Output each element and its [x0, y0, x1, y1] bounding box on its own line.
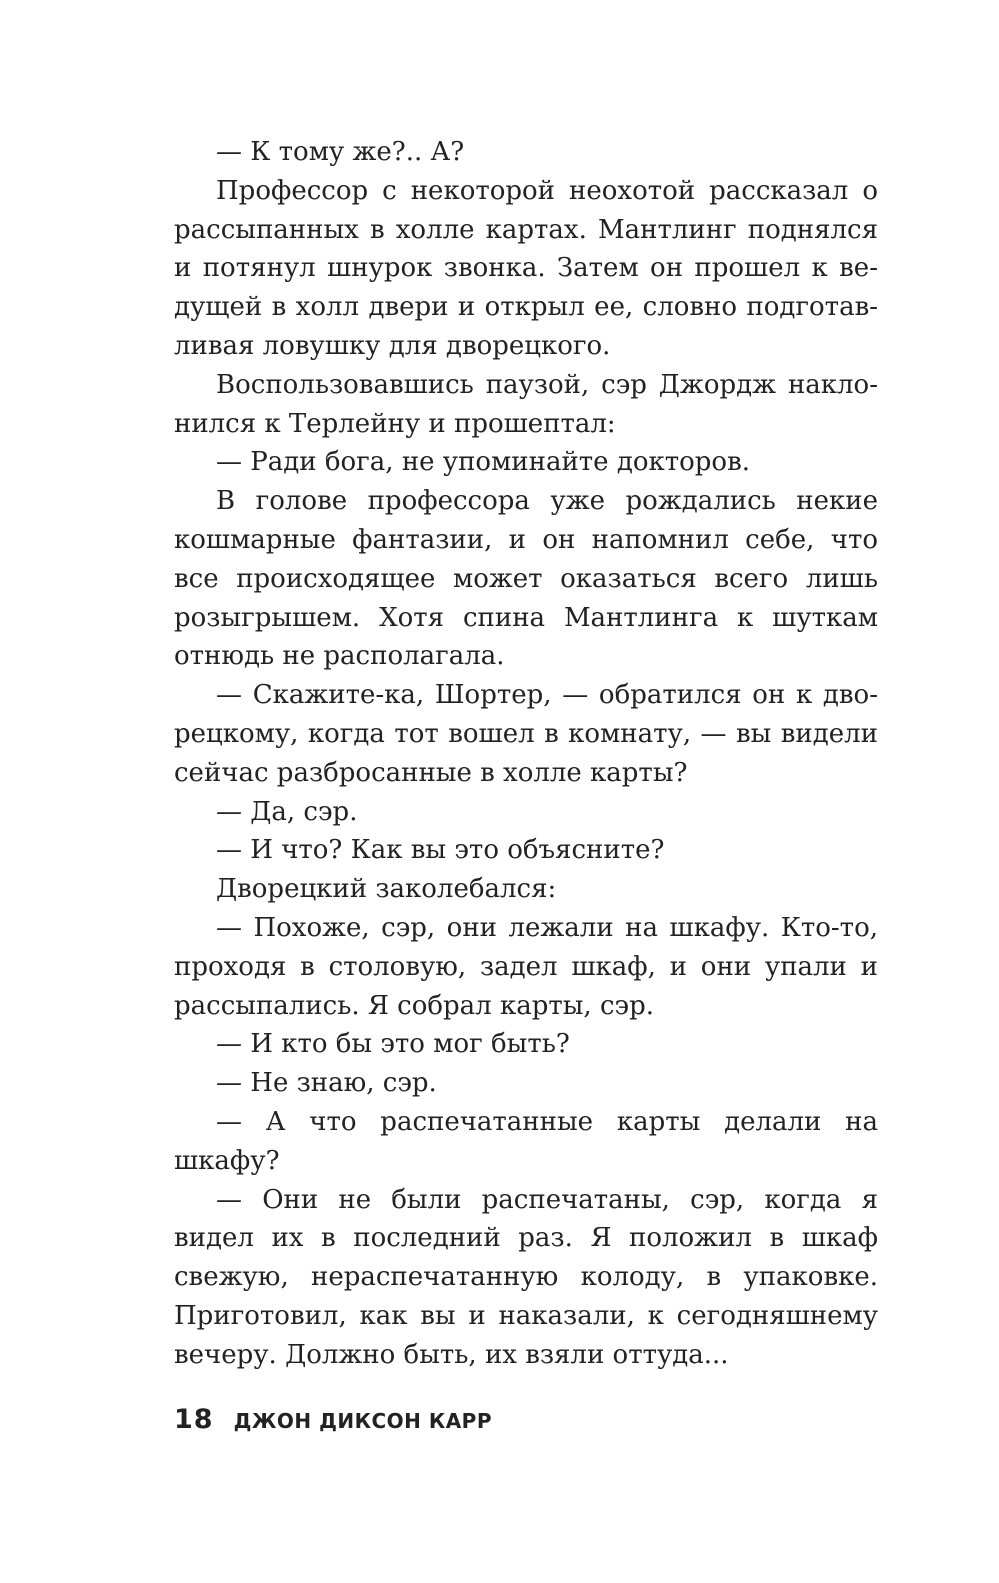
paragraph: — Скажите-ка, Шортер, — обратился он к дворецкому, когда тот вошел в комнату, — вы видели сейчас разбросанные в холле карты?	[174, 680, 878, 788]
paragraph: — Ради бога, не упоминайте докторов.	[216, 447, 750, 478]
paragraph: В голове профессора уже рождались некие кошмарные фантазии, и он напомнил себе, что все происходящее может оказаться всего лишь розыгрышем. Хотя спина Мантлинга к шуткам отнюдь не располагала.	[174, 486, 878, 672]
paragraph: Дворецкий заколебался:	[216, 874, 557, 905]
paragraph: — Не знаю, сэр.	[216, 1068, 437, 1099]
paragraph: — Да, сэр.	[216, 796, 358, 827]
running-header-author: ДЖОН ДИКСОН КАРР	[233, 1409, 492, 1433]
paragraph: — Они не были распечатаны, сэр, когда я видел их в последний раз. Я положил в шкаф свежую, нераспечатанную колоду, в упаковке. Приготовил, как вы и наказали, к сегодняшнему вечеру. Должно быть, их взяли оттуда...	[174, 1184, 878, 1370]
paragraph: Профессор с некоторой неохотой рассказал о рассыпанных в холле картах. Мантлинг поднялся и потянул шнурок звонка. Затем он прошел к ведущей в холл двери и открыл ее, словно подготавливая ловушку для дворецкого.	[174, 175, 878, 361]
paragraph: — А что распечатанные карты делали на шкафу?	[174, 1106, 878, 1176]
paragraph: Воспользовавшись паузой, сэр Джордж наклонился к Терлейну и прошептал:	[174, 369, 878, 439]
paragraph: — И что? Как вы это объясните?	[216, 835, 665, 866]
paragraph: — К тому же?.. А?	[216, 137, 465, 167]
paragraph: — Похоже, сэр, они лежали на шкафу. Кто-то, проходя в столовую, задел шкаф, и они упали и рассыпались. Я собрал карты, сэр.	[174, 912, 878, 1021]
paragraph: — И кто бы это мог быть?	[216, 1029, 570, 1060]
page-number: 18	[174, 1404, 214, 1435]
body-text	[174, 133, 878, 1375]
page-footer	[174, 1404, 492, 1436]
